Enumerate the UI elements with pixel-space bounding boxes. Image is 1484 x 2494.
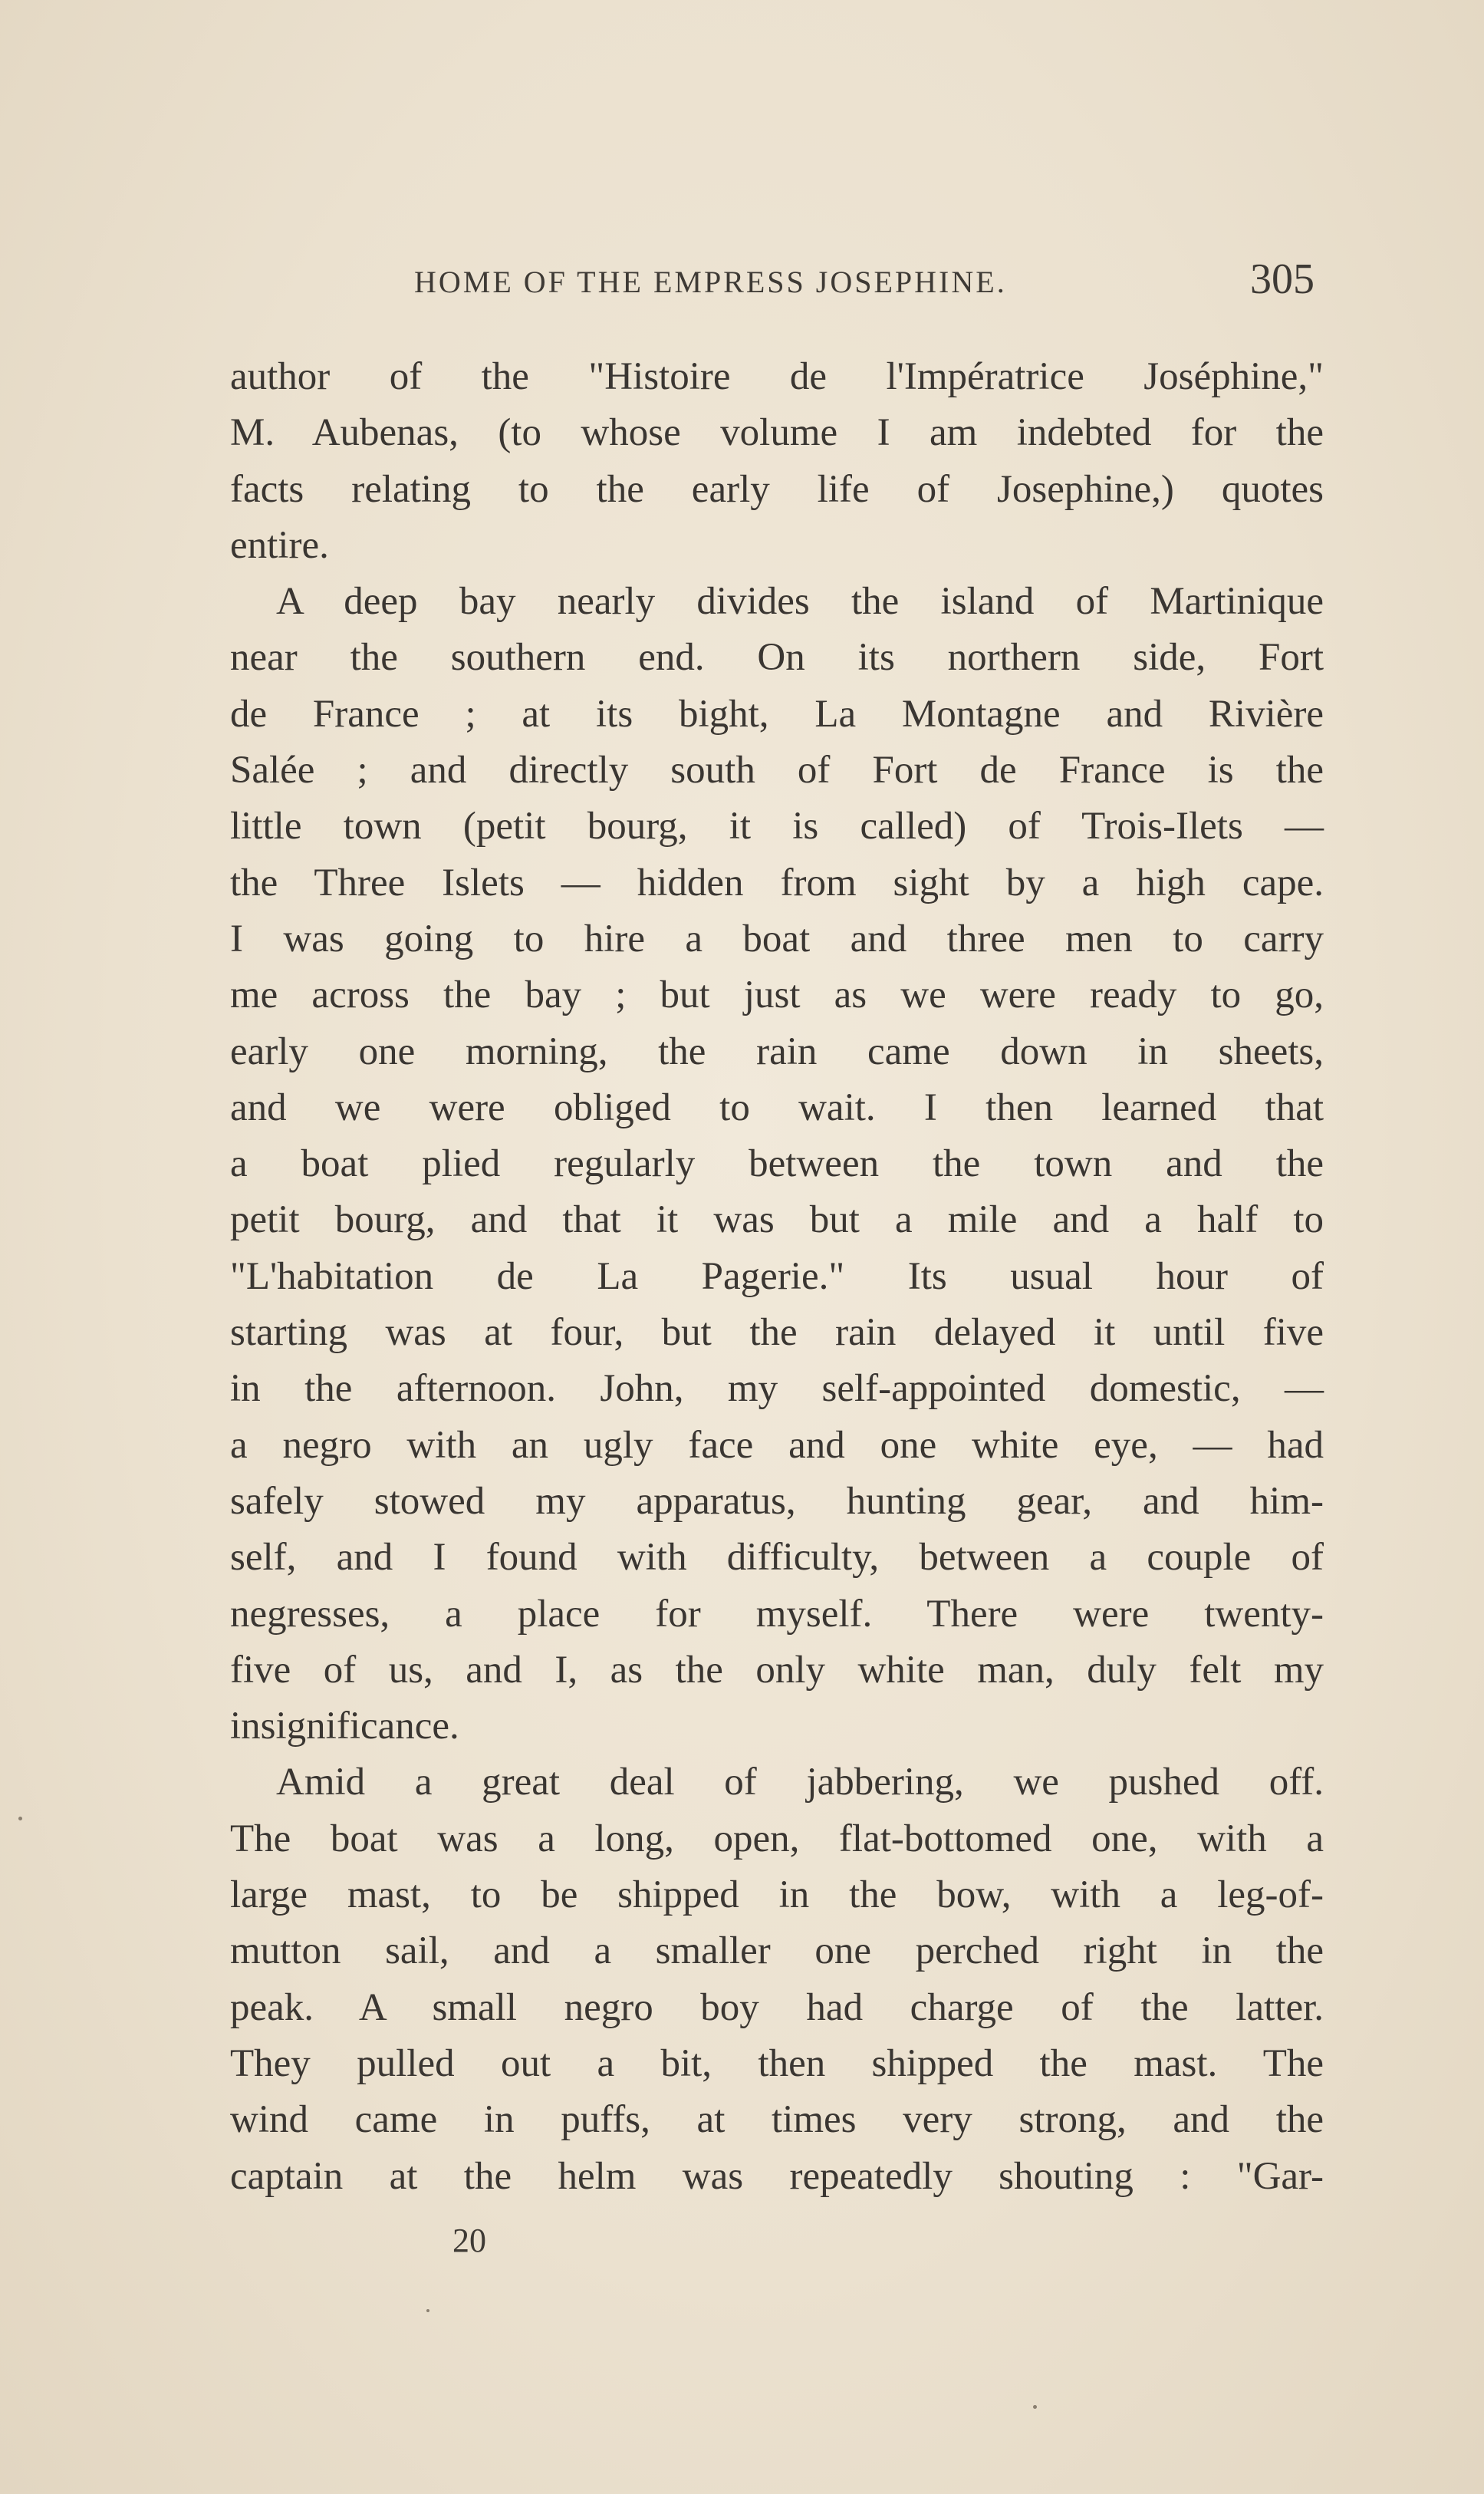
text-line: me across the bay ; but just as we were ready to go, bbox=[230, 974, 1324, 1017]
text-line: in the afternoon. John, my self-appointed domestic, — bbox=[230, 1367, 1324, 1411]
paper-speck bbox=[18, 1817, 22, 1820]
text-line: de France ; at its bight, La Montagne and Rivière bbox=[230, 692, 1324, 736]
text-line: author of the "Histoire de l'Impératrice Joséphine," bbox=[230, 355, 1324, 398]
text-line: negresses, a place for myself. There were twenty- bbox=[230, 1592, 1324, 1636]
text-line: Amid a great deal of jabbering, we pushed off. bbox=[276, 1761, 1324, 1804]
text-line: I was going to hire a boat and three men to carry bbox=[230, 917, 1324, 960]
text-line: little town (petit bourg, it is called) of Trois-Ilets — bbox=[230, 805, 1324, 848]
text-line: Salée ; and directly south of Fort de France is the bbox=[230, 749, 1324, 792]
text-line: entire. bbox=[230, 523, 329, 567]
text-line: and we were obliged to wait. I then learned that bbox=[230, 1086, 1324, 1129]
text-line: A deep bay nearly divides the island of Martinique bbox=[276, 580, 1324, 624]
text-line: starting was at four, but the rain delayed it until five bbox=[230, 1311, 1324, 1355]
text-line: safely stowed my apparatus, hunting gear, and him- bbox=[230, 1479, 1324, 1523]
text-line: They pulled out a bit, then shipped the mast. The bbox=[230, 2041, 1324, 2085]
text-line: five of us, and I, as the only white man, duly felt my bbox=[230, 1648, 1324, 1692]
running-head: HOME OF THE EMPRESS JOSEPHINE. bbox=[414, 265, 1007, 299]
paper-speck bbox=[426, 2309, 429, 2312]
text-line: a boat plied regularly between the town and the bbox=[230, 1142, 1324, 1186]
text-line: The boat was a long, open, flat-bottomed one, with a bbox=[230, 1817, 1324, 1860]
signature-mark: 20 bbox=[452, 2222, 486, 2259]
text-line: the Three Islets — hidden from sight by a high cape. bbox=[230, 861, 1324, 904]
text-line: wind came in puffs, at times very strong, and the bbox=[230, 2098, 1324, 2142]
text-line: "L'habitation de La Pagerie." Its usual hour of bbox=[230, 1254, 1324, 1298]
text-line: a negro with an ugly face and one white eye, — had bbox=[230, 1423, 1324, 1467]
paper-speck bbox=[1033, 2405, 1037, 2409]
text-line: self, and I found with difficulty, between a couple of bbox=[230, 1536, 1324, 1580]
text-line: large mast, to be shipped in the bow, with a leg-of- bbox=[230, 1873, 1324, 1917]
text-line: facts relating to the early life of Josephine,) quotes bbox=[230, 467, 1324, 511]
page-number: 305 bbox=[1250, 255, 1315, 303]
text-line: mutton sail, and a smaller one perched right in the bbox=[230, 1929, 1324, 1973]
text-line: insignificance. bbox=[230, 1705, 459, 1748]
text-line: captain at the helm was repeatedly shouting : "Gar- bbox=[230, 2154, 1324, 2198]
text-line: early one morning, the rain came down in sheets, bbox=[230, 1030, 1324, 1073]
text-line: near the southern end. On its northern side, Fort bbox=[230, 636, 1324, 680]
text-line: petit bourg, and that it was but a mile and a half to bbox=[230, 1198, 1324, 1242]
text-line: M. Aubenas, (to whose volume I am indebted for the bbox=[230, 411, 1324, 455]
body-text bbox=[230, 349, 1324, 2205]
text-line: peak. A small negro boy had charge of the latter. bbox=[230, 1985, 1324, 2029]
